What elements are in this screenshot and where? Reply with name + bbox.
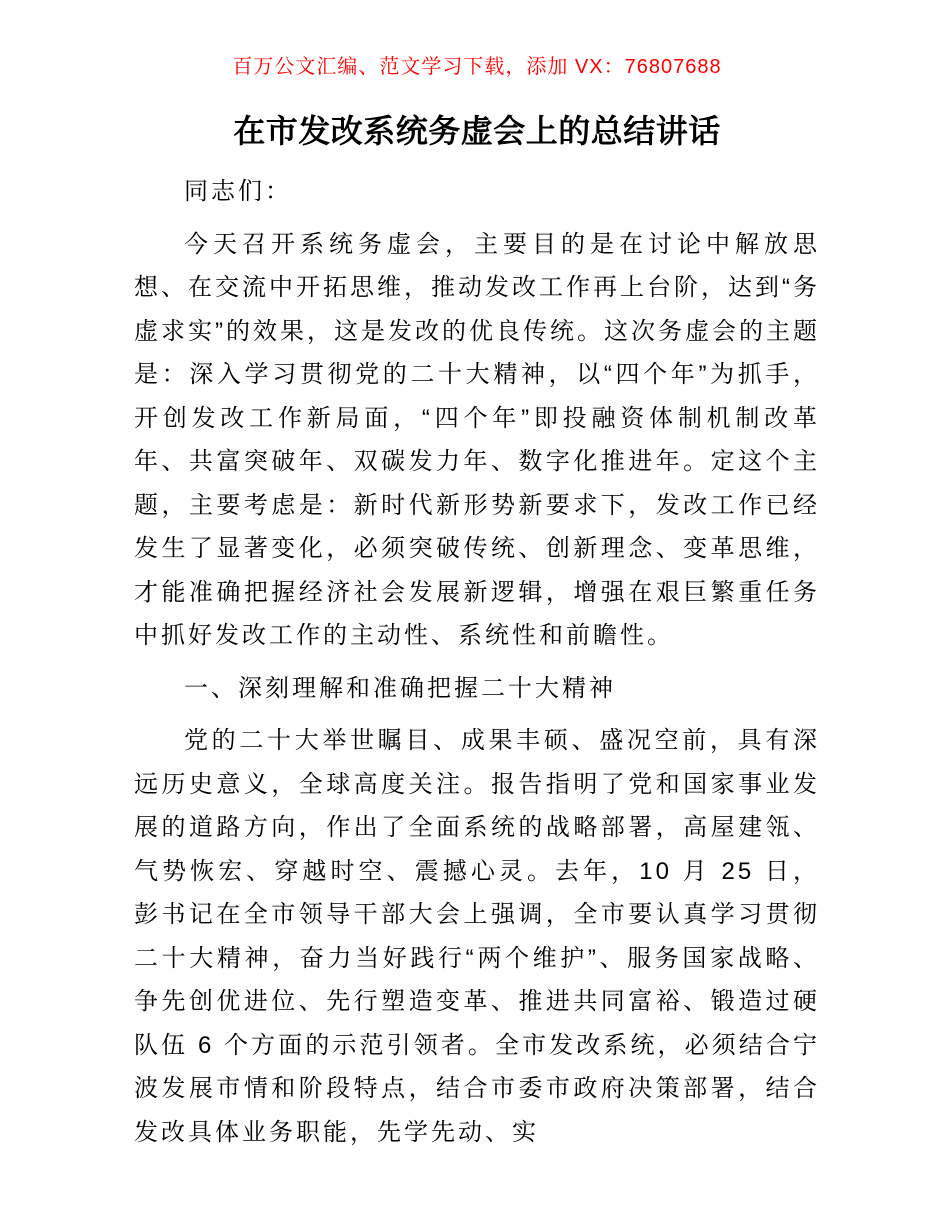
section-heading-1: 一、深刻理解和准确把握二十大精神: [184, 674, 616, 702]
watermark-text: 百万公文汇编、范文学习下载，添加 VX：76807688: [232, 56, 722, 78]
document-body: [134, 170, 820, 1154]
paragraph-section-1: 党的二十大举世瞩目、成果丰硕、盛况空前，具有深远历史意义，全球高度关注。报告指明了党和国家事业发展的道路方向，作出了全面系统的战略部署，高屋建瓴、气势恢宏、穿越时空、震撼心灵。去年，10 月 25 日，彭书记在全市领导干部大会上强调，全市要认真学习贯彻二十大精神，奋力当好践行“两个维护”、服务国家战略、争先创优进位、先行塑造变革、推进共同富裕、锻造过硬队伍 6 个方面的示范引领者。全市发改系统，必须结合宁波发展市情和阶段特点，结合市委市政府决策部署，结合发改具体业务职能，先学先动、实: [134, 727, 820, 1146]
document-title: 在市发改系统务虚会上的总结讲话: [233, 113, 721, 149]
paragraph-intro: 今天召开系统务虚会，主要目的是在讨论中解放思想、在交流中开拓思维，推动发改工作再上台阶，达到“务虚求实”的效果，这是发改的优良传统。这次务虚会的主题是：深入学习贯彻党的二十大精神，以“四个年”为抓手，开创发改工作新局面，“四个年”即投融资体制机制改革年、共富突破年、双碳发力年、数字化推进年。定这个主题，主要考虑是：新时代新形势新要求下，发改工作已经发生了显著变化，必须突破传统、创新理念、变革思维，才能准确把握经济社会发展新逻辑，增强在艰巨繁重任务中抓好发改工作的主动性、系统性和前瞻性。: [134, 230, 820, 649]
salutation: 同志们：: [184, 178, 292, 205]
